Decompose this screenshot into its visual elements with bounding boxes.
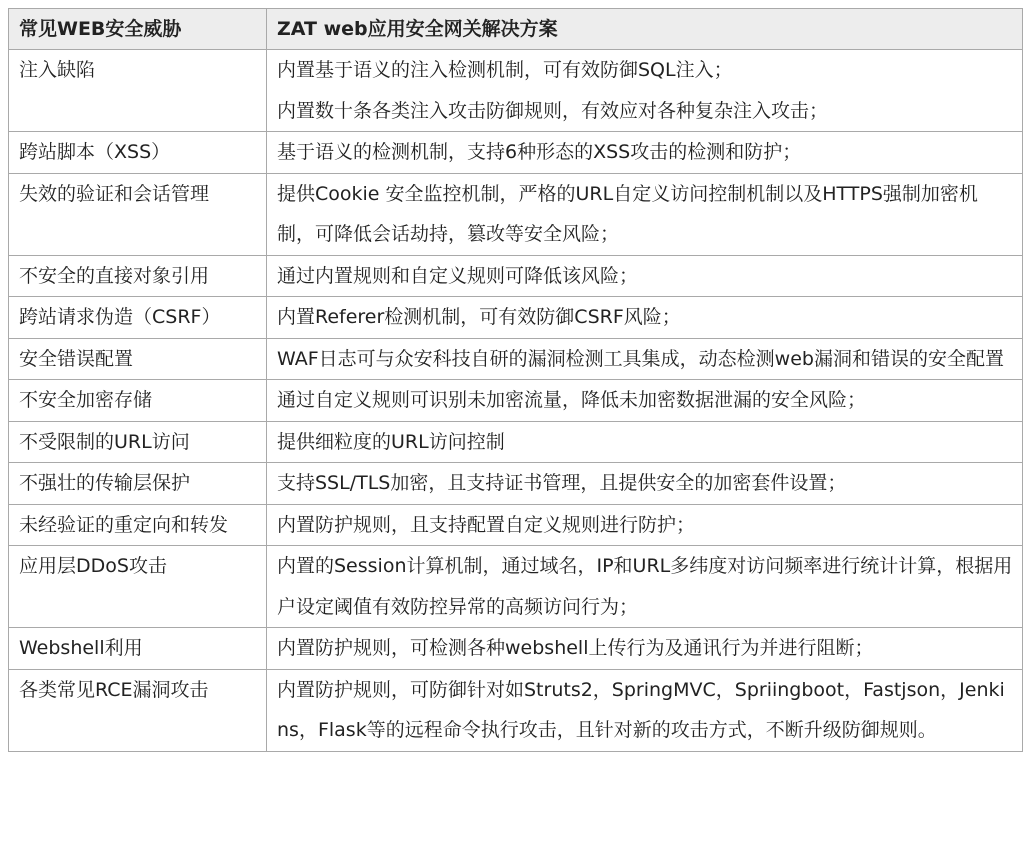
solution-cell bbox=[267, 380, 1023, 422]
solution-line: 内置数十条各类注入攻击防御规则，有效应对各种复杂注入攻击； bbox=[277, 99, 829, 122]
solution-cell bbox=[267, 669, 1023, 751]
solution-line: 通过内置规则和自定义规则可降低该风险； bbox=[277, 264, 639, 287]
solution-cell bbox=[267, 173, 1023, 255]
solution-line: 内置Referer检测机制，可有效防御CSRF风险； bbox=[277, 306, 681, 328]
solution-line: 内置的Session计算机制，通过域名，IP和URL多纬度对访问频率进行统计计算，根据用户设定阈值有效防控异常的高频访问行为； bbox=[277, 555, 1013, 618]
solution-line: 提供Cookie 安全监控机制，严格的URL自定义访问控制机制以及HTTPS强制加密机制，可降低会话劫持，篡改等安全风险； bbox=[277, 182, 978, 245]
threat-cell: 不受限制的URL访问 bbox=[9, 421, 267, 463]
threat-cell: Webshell利用 bbox=[9, 628, 267, 670]
threat-cell: 跨站脚本（XSS） bbox=[9, 132, 267, 174]
threat-cell: 注入缺陷 bbox=[9, 50, 267, 132]
solution-line: 内置防护规则，可防御针对如Struts2，SpringMVC，Spriingboot，Fastjson，Jenkins，Flask等的远程命令执行攻击，且针对新的攻击方式，不断升级防御规则。 bbox=[277, 678, 1005, 741]
security-table-container bbox=[8, 8, 1022, 752]
solution-cell bbox=[267, 628, 1023, 670]
solution-cell bbox=[267, 504, 1023, 546]
table-row bbox=[9, 50, 1023, 132]
security-threats-table bbox=[8, 8, 1023, 752]
table-header-row bbox=[9, 9, 1023, 50]
table-row bbox=[9, 669, 1023, 751]
threat-cell: 失效的验证和会话管理 bbox=[9, 173, 267, 255]
table-row bbox=[9, 380, 1023, 422]
solution-line: WAF日志可与众安科技自研的漏洞检测工具集成，动态检测web漏洞和错误的安全配置 bbox=[277, 347, 1004, 370]
solution-cell bbox=[267, 546, 1023, 628]
header-solution: ZAT web应用安全网关解决方案 bbox=[267, 9, 1023, 50]
solution-line: 内置基于语义的注入检测机制，可有效防御SQL注入； bbox=[277, 59, 733, 81]
table-row bbox=[9, 546, 1023, 628]
table-row bbox=[9, 338, 1023, 380]
table-row bbox=[9, 173, 1023, 255]
table-row bbox=[9, 463, 1023, 505]
solution-line: 内置防护规则，且支持配置自定义规则进行防护； bbox=[277, 513, 696, 536]
solution-line: 提供细粒度的URL访问控制 bbox=[277, 430, 505, 453]
threat-cell: 不强壮的传输层保护 bbox=[9, 463, 267, 505]
table-body bbox=[9, 50, 1023, 752]
solution-line: 内置防护规则，可检测各种webshell上传行为及通讯行为并进行阻断； bbox=[277, 637, 874, 659]
solution-cell bbox=[267, 297, 1023, 339]
table-row bbox=[9, 421, 1023, 463]
solution-cell bbox=[267, 50, 1023, 132]
solution-line: 支持SSL/TLS加密，且支持证书管理，且提供安全的加密套件设置； bbox=[277, 472, 847, 494]
solution-cell bbox=[267, 338, 1023, 380]
threat-cell: 应用层DDoS攻击 bbox=[9, 546, 267, 628]
threat-cell: 各类常见RCE漏洞攻击 bbox=[9, 669, 267, 751]
table-row bbox=[9, 628, 1023, 670]
table-row bbox=[9, 132, 1023, 174]
threat-cell: 不安全加密存储 bbox=[9, 380, 267, 422]
solution-cell bbox=[267, 421, 1023, 463]
solution-cell bbox=[267, 132, 1023, 174]
solution-line: 通过自定义规则可识别未加密流量，降低未加密数据泄漏的安全风险； bbox=[277, 389, 867, 411]
table-row bbox=[9, 297, 1023, 339]
solution-cell bbox=[267, 255, 1023, 297]
solution-cell bbox=[267, 463, 1023, 505]
table-row bbox=[9, 504, 1023, 546]
threat-cell: 跨站请求伪造（CSRF） bbox=[9, 297, 267, 339]
header-threat: 常见WEB安全威胁 bbox=[9, 9, 267, 50]
threat-cell: 安全错误配置 bbox=[9, 338, 267, 380]
solution-line: 基于语义的检测机制，支持6种形态的XSS攻击的检测和防护； bbox=[277, 141, 802, 163]
threat-cell: 未经验证的重定向和转发 bbox=[9, 504, 267, 546]
table-row bbox=[9, 255, 1023, 297]
threat-cell: 不安全的直接对象引用 bbox=[9, 255, 267, 297]
